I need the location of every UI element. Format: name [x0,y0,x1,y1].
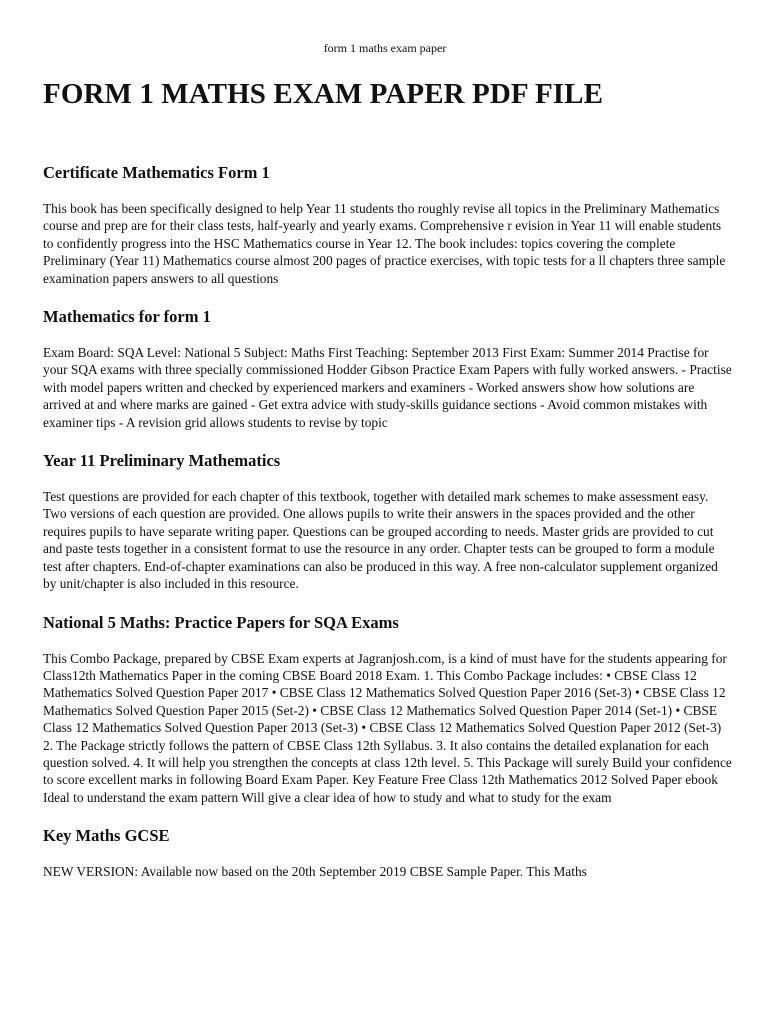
section-certificate-mathematics-form-1 [43,162,733,287]
section-year-11-preliminary-mathematics [43,450,733,592]
document-title: FORM 1 MATHS EXAM PAPER PDF FILE [43,78,604,110]
section-paragraph: This book has been specifically designed to help Year 11 students tho roughly revise all topics in the Preliminary Mathematics course and prep are for their class tests, half-yearly and yearly exams. Comprehensive r evision in Year 11 will enable students to confidently progress into the HSC Mathematics course in Year 12. The book includes: topics covering the complete Preliminary (Year 11) Mathematics course almost 200 pages of practice exercises, with topic tests for a ll chapters three sample examination papers answers to all questions [43,201,726,286]
section-heading: Year 11 Preliminary Mathematics [43,451,281,471]
section-national-5-maths-practice-papers [43,612,733,807]
section-heading: National 5 Maths: Practice Papers for SQA Exams [43,612,399,632]
section-paragraph: Test questions are provided for each chapter of this textbook, together with detailed mark schemes to make assessment easy. Two versions of each question are provided. One allows pupils to write their answers in the spaces provided and the other requires pupils to have separate writing paper. Questions can be grouped according to needs. Master grids are provided to cut and paste tests together in a consistent format to use the resource in any order. Chapter tests can be grouped to form a module test after chapters. End-of-chapter examinations can also be produced in this way. A free non-calculator supplement organized by unit/chapter is also included in this resource. [43,489,718,592]
section-paragraph: This Combo Package, prepared by CBSE Exam experts at Jagranjosh.com, is a kind of must have for the students appearing for Class12th Mathematics Paper in the coming CBSE Board 2018 Exam. 1. This Combo Package includes: • CBSE Class 12 Mathematics Solved Question Paper 2017 • CBSE Class 12 Mathematics Solved Question Paper 2016 (Set-3) • CBSE Class 12 Mathematics Solved Question Paper 2015 (Set-2) • CBSE Class 12 Mathematics Solved Question Paper 2014 (Set-1) • CBSE Class 12 Mathematics Solved Question Paper 2013 (Set-3) • CBSE Class 12 Mathematics Solved Question Paper 2012 (Set-3) 2. The Package strictly follows the pattern of CBSE Class 12th Syllabus. 3. It also contains the detailed explanation for each question solved. 4. It will help you strengthen the concepts at class 12th level. 5. This Package will surely Build your confidence to score excellent marks in following Board Exam Paper. Key Feature Free Class 12th Mathematics 2012 Solved Paper ebook Ideal to understand the exam pattern Will give a clear idea of how to study and what to study for the exam [43,650,732,805]
section-key-maths-gcse [43,825,733,880]
section-paragraph: Exam Board: SQA Level: National 5 Subject: Maths First Teaching: September 2013 First Exam: Summer 2014 Practise for your SQA exams with three specially commissioned Hodder Gibson Practice Exam Papers with fully worked answers. - Practise with model papers written and checked by experienced markers and examiners - Worked answers show how solutions are arrived at and where marks are gained - Get extra advice with study-skills guidance sections - Avoid common mistakes with examiner tips - A revision grid allows students to revise by topic [43,345,732,430]
section-mathematics-for-form-1 [43,306,733,431]
running-header: form 1 maths exam paper [323,41,447,55]
section-paragraph: NEW VERSION: Available now based on the 20th September 2019 CBSE Sample Paper. This Maths [43,864,587,880]
document-content [43,162,733,900]
section-heading: Certificate Mathematics Form 1 [43,163,270,182]
section-heading: Key Maths GCSE [43,826,170,846]
section-heading: Mathematics for form 1 [43,307,211,327]
